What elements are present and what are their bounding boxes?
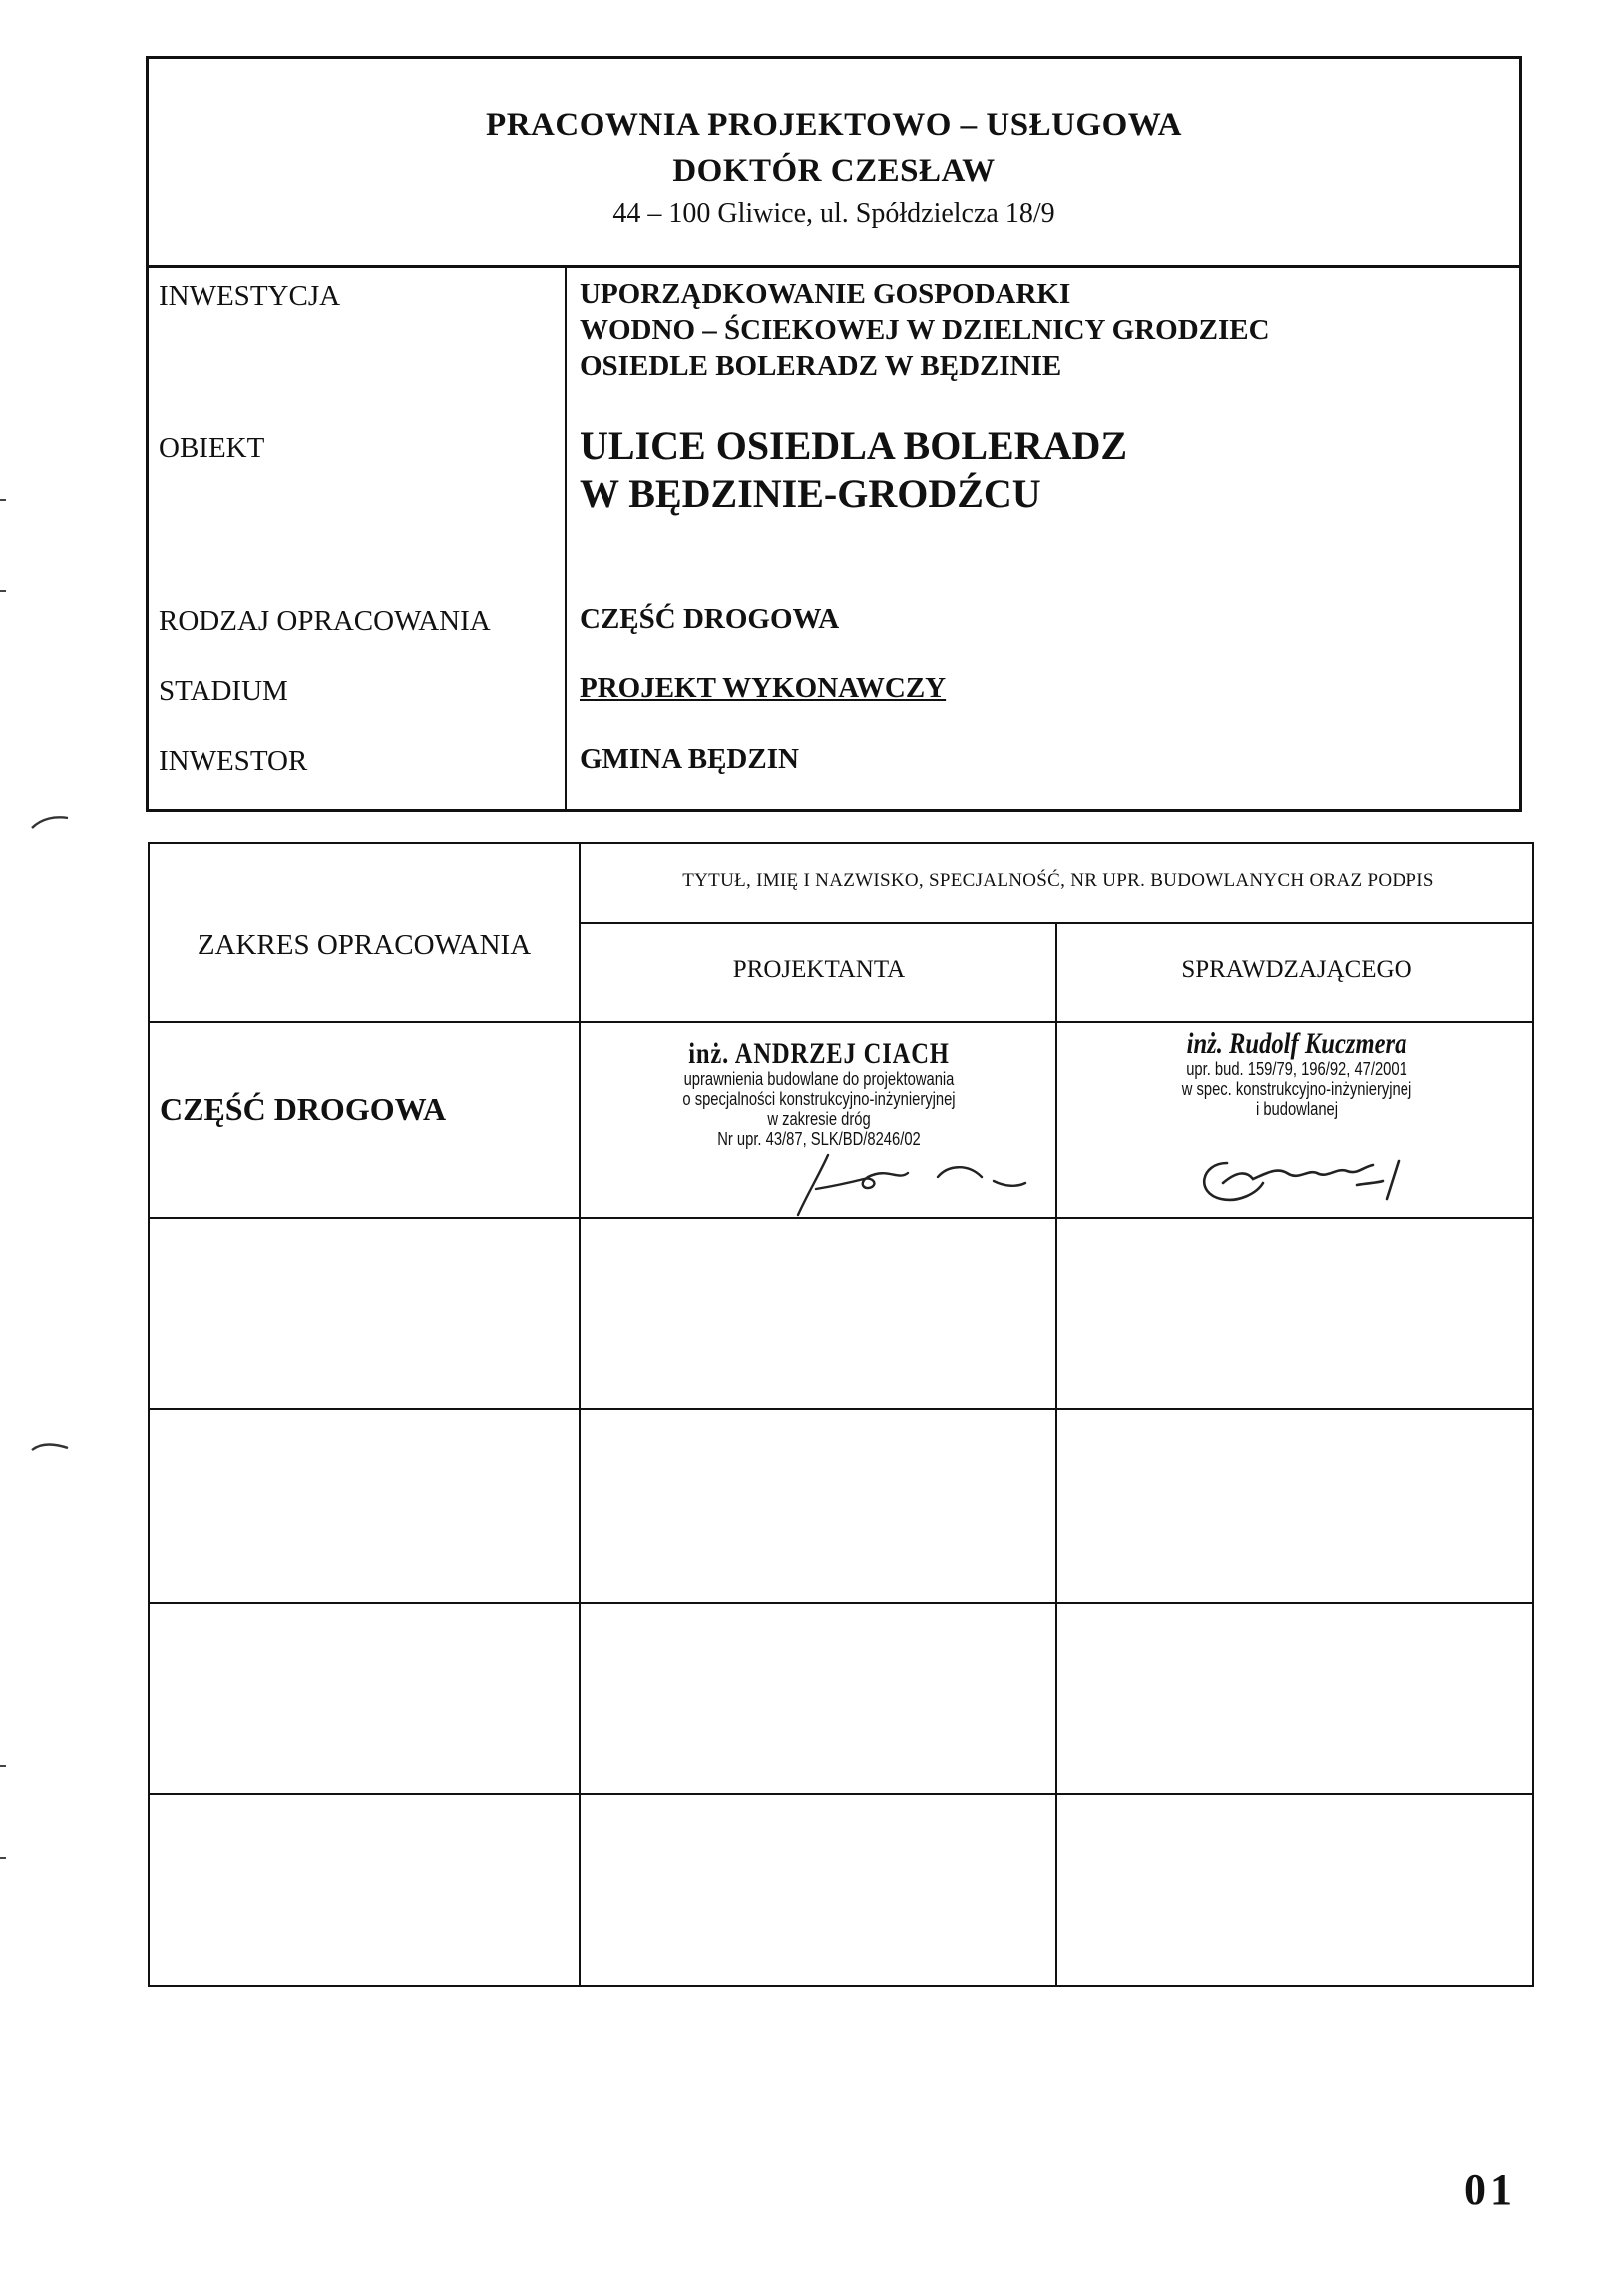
checker-stamp [1100,1029,1493,1119]
table-divider [581,922,1534,924]
designer-signature [768,1143,1027,1223]
table-divider [150,1602,1534,1604]
field-label-stadium: STADIUM [159,675,288,707]
stamp-line: o specjalności konstrukcyjno-inżynieryjnej [682,1089,956,1109]
column-divider [565,268,567,812]
value-line: WODNO – ŚCIEKOWEJ W DZIELNICY GRODZIEC [580,314,1270,346]
value-line: OSIEDLE BOLERADZ W BĘDZINIE [580,350,1062,382]
table-divider [150,1021,1534,1023]
designer-name: inż. ANDRZEJ CIACH [688,1037,950,1070]
margin-mark [0,499,6,501]
table-divider [1055,922,1057,1987]
checker-name: inż. Rudolf Kuczmera [1186,1027,1407,1060]
margin-mark [0,1765,6,1767]
field-label-obiekt: OBIEKT [159,432,265,464]
margin-mark [0,1857,6,1859]
stamp-line: uprawnienia budowlane do projektowania [683,1069,955,1089]
table-divider [150,1793,1534,1795]
designer-header: PROJEKTANTA [732,957,906,983]
value-line: ULICE OSIEDLA BOLERADZ [580,423,1128,468]
field-value-inwestycja [580,276,1270,384]
firm-address: 44 – 100 Gliwice, ul. Spółdzielcza 18/9 [612,198,1055,229]
field-label-inwestycja: INWESTYCJA [159,280,341,312]
firm-header [149,59,1519,268]
title-header: TYTUŁ, IMIĘ I NAZWISKO, SPECJALNOŚĆ, NR UPR. BUDOWLANYCH ORAZ PODPIS [682,870,1434,891]
field-value-stadium: PROJEKT WYKONAWCZY [580,672,947,704]
title-block [146,56,1522,812]
stamp-line: i budowlanej [1255,1099,1339,1119]
stamp-line: upr. bud. 159/79, 196/92, 47/2001 [1186,1059,1407,1079]
scope-header: ZAKRES OPRACOWANIA [197,929,532,960]
scope-cell: CZĘŚĆ DROGOWA [160,1091,447,1127]
table-divider [150,1408,1534,1410]
margin-mark [0,590,6,592]
margin-mark [28,810,72,834]
stamp-line: w zakresie dróg [767,1109,871,1129]
field-label-rodzaj: RODZAJ OPRACOWANIA [159,605,491,637]
stamp-line: w spec. konstrukcyjno-inżynieryjnej [1181,1079,1412,1099]
designer-stamp [623,1039,1014,1149]
field-label-inwestor: INWESTOR [159,745,308,777]
field-value-obiekt [580,422,1127,518]
signature-table [148,842,1534,1987]
firm-name: PRACOWNIA PROJEKTOWO – USŁUGOWA [486,107,1182,143]
field-value-rodzaj: CZĘŚĆ DROGOWA [580,603,840,635]
margin-mark [28,1436,72,1460]
checker-signature [1187,1143,1416,1213]
checker-header: SPRAWDZAJĄCEGO [1181,957,1412,983]
firm-owner: DOKTÓR CZESŁAW [672,153,996,189]
table-divider [579,844,581,1987]
field-value-inwestor: GMINA BĘDZIN [580,743,799,775]
stamp-line: Nr upr. 43/87, SLK/BD/8246/02 [717,1129,921,1149]
value-line: W BĘDZINIE-GRODŹCU [580,471,1041,516]
value-line: UPORZĄDKOWANIE GOSPODARKI [580,278,1071,310]
page-number: 01 [1464,2165,1516,2214]
